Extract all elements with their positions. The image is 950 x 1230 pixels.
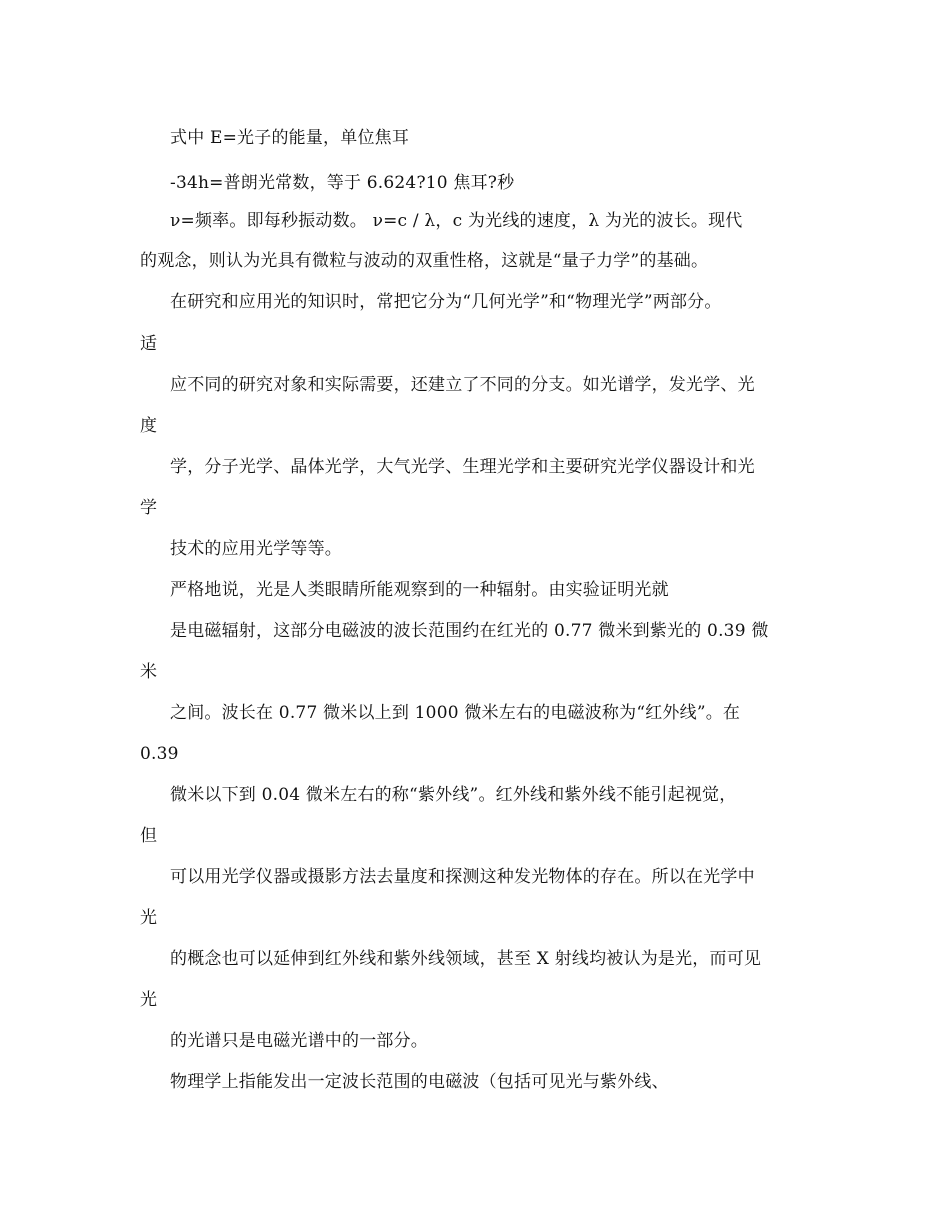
text-line: -34h=普朗光常数，等于 6.624?10 焦耳?秒 [170, 173, 515, 193]
text-line: 技术的应用光学等等。 [170, 539, 342, 559]
text-line: ν=频率。即每秒振动数。 ν=c / λ，c 为光线的速度，λ 为光的波长。现代 [170, 211, 743, 231]
text-line: 严格地说，光是人类眼睛所能观察到的一种辐射。由实验证明光就 [170, 580, 669, 600]
text-line: 应不同的研究对象和实际需要，还建立了不同的分支。如光谱学，发光学、光 [170, 375, 755, 395]
text-line: 的光谱只是电磁光谱中的一部分。 [170, 1031, 428, 1051]
text-line: 之间。波长在 0.77 微米以上到 1000 微米左右的电磁波称为“红外线”。在 [170, 703, 741, 723]
text-line: 光 [140, 990, 158, 1010]
text-line: 学，分子光学、晶体光学，大气光学、生理光学和主要研究光学仪器设计和光 [170, 457, 755, 477]
text-line: 的概念也可以延伸到红外线和紫外线领域，甚至 X 射线均被认为是光，而可见 [170, 949, 762, 969]
text-line: 度 [140, 416, 158, 436]
text-line: 微米以下到 0.04 微米左右的称“紫外线”。红外线和紫外线不能引起视觉， [170, 785, 737, 805]
text-line: 0.39 [140, 744, 179, 764]
text-line: 式中 E=光子的能量，单位焦耳 [170, 128, 410, 148]
text-line: 光 [140, 908, 158, 928]
text-line: 在研究和应用光的知识时，常把它分为“几何光学”和“物理光学”两部分。 [170, 292, 722, 312]
text-line: 可以用光学仪器或摄影方法去量度和探测这种发光物体的存在。所以在光学中 [170, 867, 755, 887]
text-line: 是电磁辐射，这部分电磁波的波长范围约在红光的 0.77 微米到紫光的 0.39 微 [170, 621, 769, 641]
text-line: 适 [140, 334, 158, 354]
text-line: 但 [140, 826, 158, 846]
text-line: 米 [140, 662, 158, 682]
text-line: 学 [140, 498, 158, 518]
text-line: 物理学上指能发出一定波长范围的电磁波（包括可见光与紫外线、 [170, 1072, 669, 1092]
text-line: 的观念，则认为光具有微粒与波动的双重性格，这就是“量子力学”的基础。 [140, 251, 709, 271]
